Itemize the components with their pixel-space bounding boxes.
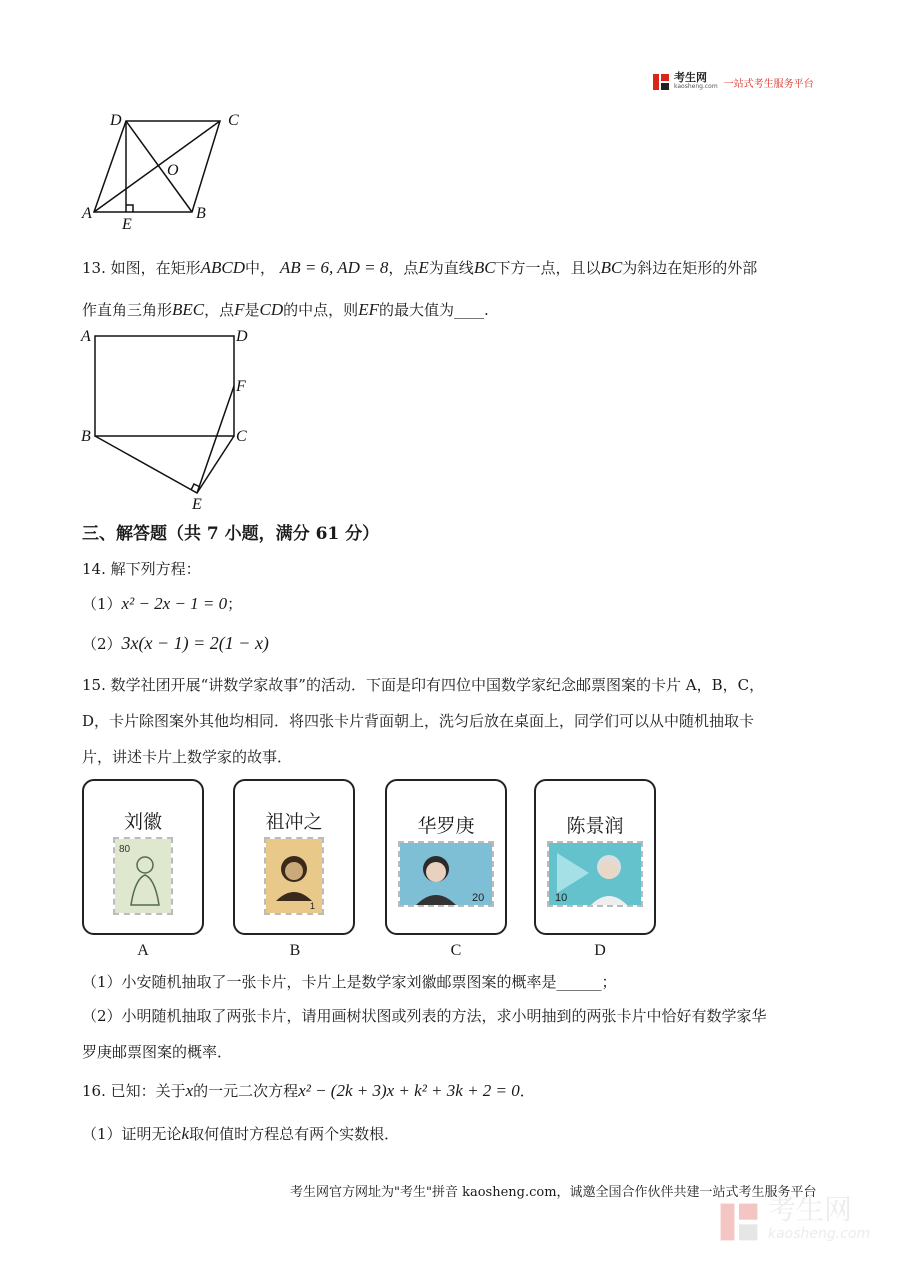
q16-stem: 16. 已知：关于x的一元二次方程x² − (2k + 3)x + k² + 3k + 2 = 0． [82,1081,535,1100]
logo-slogan: 一站式考生服务平台 [723,78,814,90]
label-C: C [236,428,247,445]
card-letter-c: C [450,942,462,959]
stamp-zuchongzhi-icon [264,837,324,915]
svg-text:20: 20 [472,892,485,904]
card-letter-a: A [137,942,149,959]
q15-part2-line1: （2）小明随机抽取了两张卡片，请用画树状图或列表的方法，求小明抽到的两张卡片中恰好有数学家华 [82,1007,767,1025]
watermark [716,1193,871,1246]
card-name: 陈景润 [566,815,624,837]
q16-part1: （1）证明无论k取何值时方程总有两个实数根． [82,1124,400,1143]
svg-text:10: 10 [555,892,568,904]
footer-text: 考生网官方网址为"考生"拼音 kaosheng.com，诚邀全国合作伙伴共建一站式考生服务平台 [290,1185,817,1200]
figure-parallelogram [80,108,250,233]
q15-line2: D，卡片除图案外其他均相同．将四张卡片背面朝上，洗匀后放在桌面上，同学们可以从中随机抽取卡 [82,712,755,730]
stamp-chenjingrun-icon [547,841,643,907]
label-B: B [81,428,91,445]
label-C: C [228,112,239,129]
label-A: A [82,205,92,222]
q15-part2-line2: 罗庚邮票图案的概率． [82,1043,233,1061]
label-A: A [81,328,91,345]
label-E: E [192,496,202,513]
watermark-cn: 考生网 [768,1193,853,1226]
card-a [82,779,204,935]
q15-part1: （1）小安随机抽取了一张卡片，卡片上是数学家刘徽邮票图案的概率是______； [82,973,617,991]
card-c [385,779,507,935]
watermark-logo-icon [716,1199,762,1245]
stamp-hualuogeng-icon [398,841,494,907]
card-letter-d: D [594,942,606,959]
label-D: D [110,112,122,129]
q13-line2: 作直角三角形BEC，点F是CD的中点，则EF的最大值为____. [82,300,489,319]
stamp-liuhui-icon [113,837,173,915]
card-b [233,779,355,935]
section3-title: 三、解答题（共 7 小题，满分 61 分） [82,524,380,544]
label-D: D [236,328,248,345]
q15-line3: 片，讲述卡片上数学家的故事． [82,748,293,766]
q14-part2: （2）3x(x − 1) = 2(1 − x) [82,633,269,653]
q14-stem: 14. 解下列方程： [82,560,201,578]
card-name: 祖冲之 [265,811,323,833]
label-B: B [196,205,206,222]
label-O: O [167,162,179,179]
logo-en: kaosheng.com [674,83,718,90]
card-d [534,779,656,935]
svg-text:80: 80 [119,844,131,855]
card-name: 华罗庚 [417,815,475,837]
q14-part1: （1）x² − 2x − 1 = 0； [82,594,243,613]
watermark-en: kaosheng.com [768,1226,871,1242]
label-E: E [122,216,132,233]
logo-cn: 考生网 [674,71,707,84]
card-letter-b: B [289,942,301,959]
q13-line1: 13. 如图，在矩形ABCD中， AB = 6, AD = 8，点E为直线BC下方一点，且以BC为斜边在矩形的外部 [82,258,758,277]
kaosheng-logo-icon [651,72,671,92]
q15-line1: 15. 数学社团开展“讲数学家故事”的活动．下面是印有四位中国数学家纪念邮票图案的卡片 A，B，C， [82,676,765,694]
svg-text:1: 1 [310,901,316,911]
figure-rectangle-triangle [78,325,268,515]
label-F: F [236,378,246,395]
header-logo [651,72,814,92]
card-name: 刘徽 [123,811,162,833]
